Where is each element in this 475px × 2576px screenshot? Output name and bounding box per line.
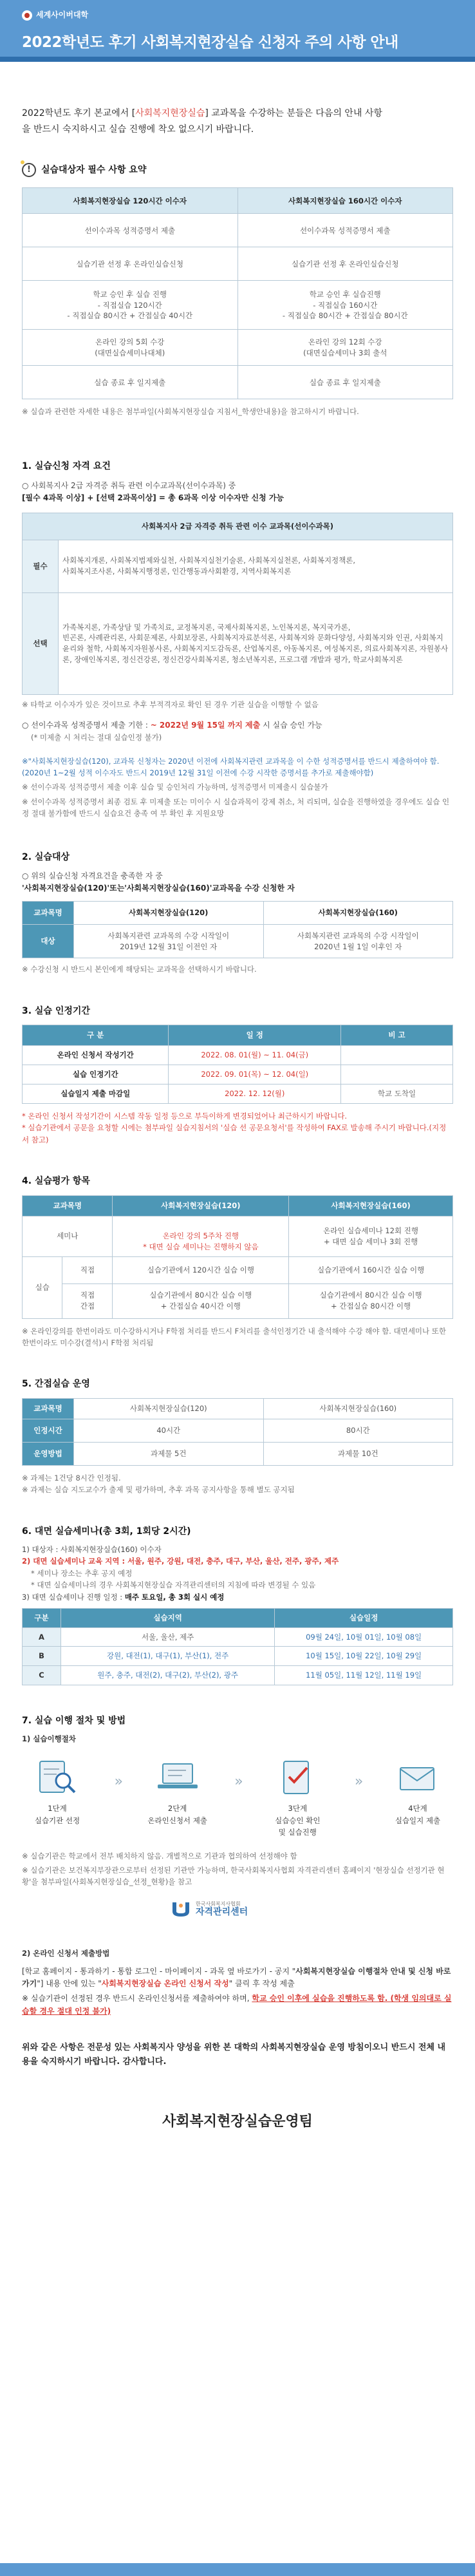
- envelope-icon: [395, 1757, 440, 1797]
- period-row-label: 온라인 신청서 작성기간: [23, 1046, 169, 1065]
- step-num: 1단계: [48, 1804, 67, 1814]
- p1-bold: 사회복지현장실습 이행절차 안내 및 신청 바로가기: [22, 1967, 451, 1989]
- summary-cell: 실습 종료 후 일지제출: [238, 366, 453, 399]
- seminar-table: [22, 1608, 453, 1685]
- section2-heading: 2. 실습대상: [22, 852, 70, 863]
- section1-item2: [22, 719, 453, 732]
- section7-p2: [22, 1993, 453, 2017]
- period-row-remark: [341, 1065, 453, 1084]
- eval-mixed-160: 실습기관에서 80시간 실습 이행 + 간접실습 80시간 이행: [289, 1283, 453, 1318]
- seminar-group: B: [23, 1647, 61, 1666]
- intro-text: [22, 106, 453, 137]
- center-emblem-icon: [170, 1900, 192, 1919]
- p1-highlight: 사회복지현장실습 온라인 신청서 작성: [101, 1979, 229, 1989]
- chevron-right-icon: »: [234, 1774, 241, 1790]
- summary-cell: 학교 승인 후 실습 진행 - 직접실습 120시간 - 직접실습 80시간 + 간접실습 40시간: [23, 281, 238, 330]
- section5-heading: 5. 간접실습 운영: [22, 1379, 90, 1390]
- indirect-col-course: 교과목명: [23, 1398, 74, 1419]
- section1-item1b: [필수 4과목 이상] + [선택 2과목이상] = 총 6과목 이상 이수자만 신청 가능: [22, 493, 284, 503]
- summary-note: ※ 실습과 관련한 자세한 내용은 첨부파일(사회복지현장실습 지침서_학생안내용)을 참고하시기 바랍니다.: [22, 407, 359, 417]
- section2-note: ※ 수강신청 시 반드시 본인에게 해당되는 교과목을 선택하시기 바랍니다.: [22, 965, 257, 974]
- optional-label: 선택: [23, 592, 59, 694]
- seminar-group: C: [23, 1665, 61, 1685]
- seminar-group: A: [23, 1627, 61, 1647]
- section6-line2: 2) 대면 실습세미나 교육 지역 : 서울, 원주, 강원, 대전, 충주, 대구, 부산, 울산, 전주, 광주, 제주: [22, 1557, 339, 1566]
- section5-note1: ※ 과제는 1건당 8시간 인정됨.: [22, 1473, 121, 1482]
- seminar-120-text: 온라인 강의 5주차 진행 * 대면 실습 세미나는 진행하지 않음: [143, 1231, 259, 1251]
- university-logo: [22, 9, 88, 21]
- step-label: 실습일지 제출: [395, 1815, 441, 1825]
- step-label: 실습기관 선정: [34, 1815, 80, 1825]
- eval-mixed-label: 직접 간접: [62, 1283, 113, 1318]
- target-col-120: 사회복지현장실습(120): [74, 902, 264, 925]
- eval-direct-label: 직접: [62, 1256, 113, 1283]
- indirect-row-label: 운영방법: [23, 1442, 74, 1465]
- p1-post: " 클릭 후 작성 제출: [228, 1979, 295, 1989]
- section6-line2b: * 대면 실습세미나의 경우 사회복지현장실습 자격관리센터의 지침에 따라 변경될 수 있음: [31, 1580, 316, 1590]
- indirect-row-label: 인정시간: [23, 1419, 74, 1442]
- eval-mixed-120: 실습기관에서 80시간 실습 이행 + 간접실습 40시간 이행: [113, 1283, 289, 1318]
- certification-center-logo: [170, 1900, 453, 1919]
- indirect-row-120: 과제물 5건: [74, 1442, 264, 1465]
- line3-pre: 3) 대면 실습세미나 진행 일정 :: [22, 1592, 125, 1602]
- magnifier-document-icon: [35, 1757, 80, 1797]
- eval-direct-120: 실습기관에서 120시간 실습 이행: [113, 1256, 289, 1283]
- procedure-steps: [22, 1757, 453, 1838]
- period-row-label: 실습일지 제출 마감일: [23, 1084, 169, 1104]
- prerequisite-table: [22, 513, 453, 695]
- required-label: 필수: [23, 540, 59, 592]
- item2-deadline: ~ 2022년 9월 15일 까지 제출: [150, 720, 261, 730]
- center-name: 자격관리센터: [196, 1907, 248, 1918]
- center-name-small: 한국사회복지사협회: [196, 1900, 241, 1907]
- eval-direct-160: 실습기관에서 160시간 실습 이행: [289, 1256, 453, 1283]
- evaluation-table: [22, 1195, 453, 1319]
- indirect-table: [22, 1398, 453, 1466]
- section6-line1: 1) 대상자 : 사회복지현장실습(160) 이수자: [22, 1544, 162, 1554]
- summary-cell: 학교 승인 후 실습진행 - 직접실습 160시간 - 직접실습 80시간 + 간접실습 80시간: [238, 281, 453, 330]
- page-title: 2022학년도 후기 사회복지현장실습 신청자 주의 사항 안내: [22, 34, 398, 51]
- summary-heading-text: 실습대상자 필수 사항 요약: [41, 165, 147, 175]
- seminar-dates: 11월 05일, 11월 12일, 11월 19일: [275, 1665, 453, 1685]
- section2-item: ○ 위의 실습신청 자격요건을 충족한 자 중: [22, 871, 163, 880]
- period-col-type: 구 분: [23, 1025, 169, 1046]
- summary-cell: 실습기관 선정 후 온라인실습신청: [238, 247, 453, 281]
- target-row-label: 대상: [23, 925, 74, 958]
- indirect-col-160: 사회복지현장실습(160): [263, 1398, 453, 1419]
- eval-practice-label: 실습: [23, 1256, 62, 1318]
- prerequisite-table-title: 사회복지사 2급 자격증 취득 관련 이수 교과목(선이수과목): [23, 513, 453, 540]
- summary-col-120: 사회복지현장실습 120시간 이수자: [23, 188, 238, 214]
- section6-line3: [22, 1591, 453, 1603]
- indirect-row-120: 40시간: [74, 1419, 264, 1442]
- summary-cell: 실습기관 선정 후 온라인실습신청: [23, 247, 238, 281]
- section7-note2: ※ 실습기관은 보건복지부장관으로부터 선정된 기관만 가능하며, 한국사회복지사협회 자격관리센터 홈페이지 '현장실습 선정기관 현황'을 첨부파일(사회복지현장실습_선정_현황)을 참고: [22, 1865, 445, 1887]
- p1-mid: "] 내용 안에 있는 ": [37, 1979, 102, 1989]
- section7-note1: ※ 실습기관은 학교에서 전부 배치하지 않음. 개별적으로 기관과 협의하여 선정해야 함: [22, 1851, 297, 1861]
- laptop-icon: [155, 1757, 200, 1797]
- footer-team-name: 사회복지현장실습운영팀: [162, 2114, 313, 2130]
- seminar-region: 원주, 충주, 대전(2), 대구(2), 부산(2), 광주: [61, 1665, 275, 1685]
- summary-cell: 선이수과목 성적증명서 제출: [23, 214, 238, 247]
- period-col-remark: 비 고: [341, 1025, 453, 1046]
- section4-heading: 4. 실습평가 항목: [22, 1176, 90, 1187]
- period-row-date: 2022. 09. 01(목) ~ 12. 04(일): [169, 1065, 341, 1084]
- step-4: [382, 1757, 453, 1826]
- section3-note1: * 온라인 신청서 작성기간이 시스템 작동 일정 등으로 부득이하게 변경되었어나 최근하시기 바랍니다.: [22, 1112, 348, 1121]
- period-row-date: 2022. 08. 01(월) ~ 11. 04(금): [169, 1046, 341, 1065]
- section7-sub1: 1) 실습이행절차: [22, 1734, 76, 1743]
- logo-text: 세계사이버대학: [36, 10, 89, 19]
- p2-pre: ※ 실습기관이 선정된 경우 반드시 온라인신청서를 제출하여야 하며,: [22, 1994, 252, 2003]
- page-header: [0, 0, 475, 62]
- line3-highlight: 매주 토요일, 총 3회 실시 예정: [124, 1592, 225, 1602]
- section1-item2-sub: (* 미제출 시 처리는 절대 실습인정 불가): [31, 733, 162, 743]
- seminar-col-dates: 실습일정: [275, 1608, 453, 1627]
- header-divider: [0, 57, 475, 62]
- period-table: [22, 1025, 453, 1104]
- optional-courses: 가족복지론, 가족상담 및 가족치료, 교정복지론, 국제사회복지론, 노인복지론, 복지국가론, 빈곤론, 사례관리론, 사회문제론, 사회보장론, 사회복지자료분석론, 사회복지와 문화다양성, 사회복지와 인권, 사회복지윤리와 철학, 사회복지자원봉사론, 사회복지지도감독론, 산업복지론, 아동복지론, 여성복지론, 의료사회복지론, 자원봉사론, 장애인복지론, 정신건강론, 정신건강사회복지론, 청소년복지론, 프로그램 개발과 평가, 학교사회복지론: [59, 592, 453, 694]
- summary-heading: [22, 163, 453, 177]
- required-courses: 사회복지개론, 사회복지법제와실천, 사회복지실천기술론, 사회복지실천론, 사회복지정책론, 사회복지조사론, 사회복지행정론, 인간행동과사회환경, 지역사회복지론: [59, 540, 453, 592]
- target-row-120: 사회복지관련 교과목의 수강 시작일이 2019년 12월 31일 이전인 자: [74, 925, 264, 958]
- step-label: 실습승인 확인 및 실습진행: [275, 1815, 321, 1837]
- intro-line2: 을 반드시 숙지하시고 실습 진행에 착오 없으시기 바랍니다.: [22, 124, 254, 135]
- section1-note2: ※ 선이수과목 성적증명서 제출 이후 실습 및 승인처리 가능하며, 성적증명서 미제출시 실습불가: [22, 782, 328, 792]
- summary-cell: 선이수과목 성적증명서 제출: [238, 214, 453, 247]
- exclamation-icon: !: [22, 163, 36, 177]
- section1-heading: 1. 실습신청 자격 요건: [22, 460, 111, 471]
- step-num: 2단계: [167, 1804, 187, 1814]
- checklist-icon: [275, 1757, 320, 1797]
- closing-text: 위와 같은 사항은 전문성 있는 사회복지사 양성을 위한 본 대학의 사회복지현장실습 운영 방침이오니 반드시 전체 내용을 숙지하시기 바랍니다. 감사합니다.: [22, 2042, 446, 2067]
- step-1: [22, 1757, 93, 1826]
- indirect-col-120: 사회복지현장실습(120): [74, 1398, 264, 1419]
- seminar-dates: 10월 15일, 10월 22일, 10월 29일: [275, 1647, 453, 1666]
- section4-note: ※ 온라인강의를 한번이라도 미수강하시거나 F학점 처리를 반드시 F처리를 출석인정기간 내 출석해야 수강 해야 함. 대면세미나 또한 한번이라도 미수강(결석)시 F학점 처리됨: [22, 1326, 447, 1347]
- period-row-date: 2022. 12. 12(월): [169, 1084, 341, 1104]
- eval-seminar-160: 온라인 실습세미나 12회 진행 + 대면 실습 세미나 3회 진행: [289, 1216, 453, 1256]
- target-row-160: 사회복지관련 교과목의 수강 시작일이 2020년 1월 1일 이후인 자: [263, 925, 453, 958]
- chevron-right-icon: »: [114, 1774, 121, 1790]
- eval-seminar-label: 세미나: [23, 1216, 113, 1256]
- intro-part: 2022학년도 후기 본교에서 [: [22, 108, 136, 118]
- period-row-remark: [341, 1046, 453, 1065]
- section6-line2a: * 세미나 장소는 추후 공지 예정: [31, 1568, 133, 1578]
- summary-table: [22, 187, 453, 399]
- indirect-row-160: 80시간: [263, 1419, 453, 1442]
- section3-heading: 3. 실습 인정기간: [22, 1005, 90, 1016]
- item2-pre: ○ 선이수과목 성적증명서 제출 기한 :: [22, 720, 151, 730]
- section5-note2: ※ 과제는 실습 지도교수가 출제 및 평가하며, 추후 과목 공지사항을 통해 별도 공지됨: [22, 1485, 295, 1495]
- prerequisite-note: ※ 타학교 이수자가 있은 것이므로 추후 부적격자로 확인 된 경우 기관 실습을 이행할 수 없음: [22, 699, 319, 709]
- section2-item-b: '사회복지현장실습(120)'또는'사회복지현장실습(160)'교과목을 수강 신청한 자: [22, 884, 295, 893]
- chevron-right-icon: »: [354, 1774, 361, 1790]
- section7-heading: 7. 실습 이행 절차 및 방법: [22, 1715, 126, 1726]
- item2-post: 시 실습 승인 가능: [260, 720, 322, 730]
- p1-pre: [학교 홈페이지 - 통과하기 - 통합 로그인 - 마이페이지 - 과목 옆 바로가기 - 공지 ": [22, 1967, 296, 1976]
- p2-highlight: 학교 승인 이후에 실습을 진행하도록 함. (학생 임의대로 실습할 경우 절대 인정 불가): [22, 1994, 452, 2016]
- eval-col-160: 사회복지현장실습(160): [289, 1195, 453, 1216]
- section1-item1: ○ 사회복지사 2급 자격증 취득 관련 이수교과목(선이수과목) 중: [22, 481, 236, 491]
- step-3: [262, 1757, 333, 1838]
- seminar-region: 서울, 울산, 제주: [61, 1627, 275, 1647]
- section3-note2: * 실습기관에서 공문을 요청할 시에는 첨부파일 실습지침서의 '실습 선 공문요청서'를 작성하여 FAX로 발송해 주시기 바랍니다.(지정서 참고): [22, 1123, 447, 1144]
- eval-col-120: 사회복지현장실습(120): [113, 1195, 289, 1216]
- period-row-remark: 학교 도착일: [341, 1084, 453, 1104]
- section1-note3: ※ 선이수과목 성적증명서 최종 검토 후 미제출 또는 미이수 시 실습과목이 강제 취소, 처 리되며, 실습을 진행하였을 경우에도 실습 인정 절대 불가함에 반드시 실습요건 충족 여 부 확인 후 지원요망: [22, 797, 450, 819]
- seminar-dates: 09월 24일, 10월 01일, 10월 08일: [275, 1627, 453, 1647]
- eval-col-course: 교과목명: [23, 1195, 113, 1216]
- intro-part: ] 교과목을 수강하는 분들은 다음의 안내 사항: [205, 108, 382, 118]
- target-table: [22, 901, 453, 958]
- seminar-col-group: 구분: [23, 1608, 61, 1627]
- eval-seminar-120: [113, 1216, 289, 1256]
- section6-heading: 6. 대면 실습세미나(총 3회, 1회당 2시간): [22, 1526, 191, 1537]
- summary-col-160: 사회복지현장실습 160시간 이수자: [238, 188, 453, 214]
- step-num: 4단계: [408, 1804, 427, 1814]
- period-col-schedule: 일 정: [169, 1025, 341, 1046]
- target-col-label: 교과목명: [23, 902, 74, 925]
- target-col-160: 사회복지현장실습(160): [263, 902, 453, 925]
- university-emblem-icon: [22, 10, 32, 21]
- summary-cell: 온라인 강의 12회 수강 (대면실습세미나 3회 출석: [238, 330, 453, 366]
- footer-bar: [0, 2563, 475, 2576]
- step-label: 온라인신청서 제출: [147, 1815, 207, 1825]
- section7-sub2: 2) 온라인 신청서 제출방법: [22, 1948, 110, 1958]
- step-num: 3단계: [288, 1804, 308, 1814]
- section7-p1: [22, 1965, 453, 1990]
- summary-cell: 온라인 강의 5회 수강 (대면실습세미나대체): [23, 330, 238, 366]
- step-2: [142, 1757, 213, 1826]
- period-row-label: 실습 인정기간: [23, 1065, 169, 1084]
- seminar-col-region: 실습지역: [61, 1608, 275, 1627]
- indirect-row-160: 과제물 10건: [263, 1442, 453, 1465]
- intro-highlight: 사회복지현장실습: [135, 108, 205, 118]
- seminar-region: 강원, 대전(1), 대구(1), 부산(1), 전주: [61, 1647, 275, 1666]
- section1-note1: ※"사회복지현장실습(120), 교과목 신청자는 2020년 이전에 사회복지관련 교과목을 이 수한 성적증명서를 반드시 제출하여야 함. (2020년 1~2월 성적 이수자도 반드시 2019년 12월 31일 이전에 수강 시작한 증명서를 추가로 제출해야함): [22, 756, 440, 777]
- summary-cell: 실습 종료 후 일지제출: [23, 366, 238, 399]
